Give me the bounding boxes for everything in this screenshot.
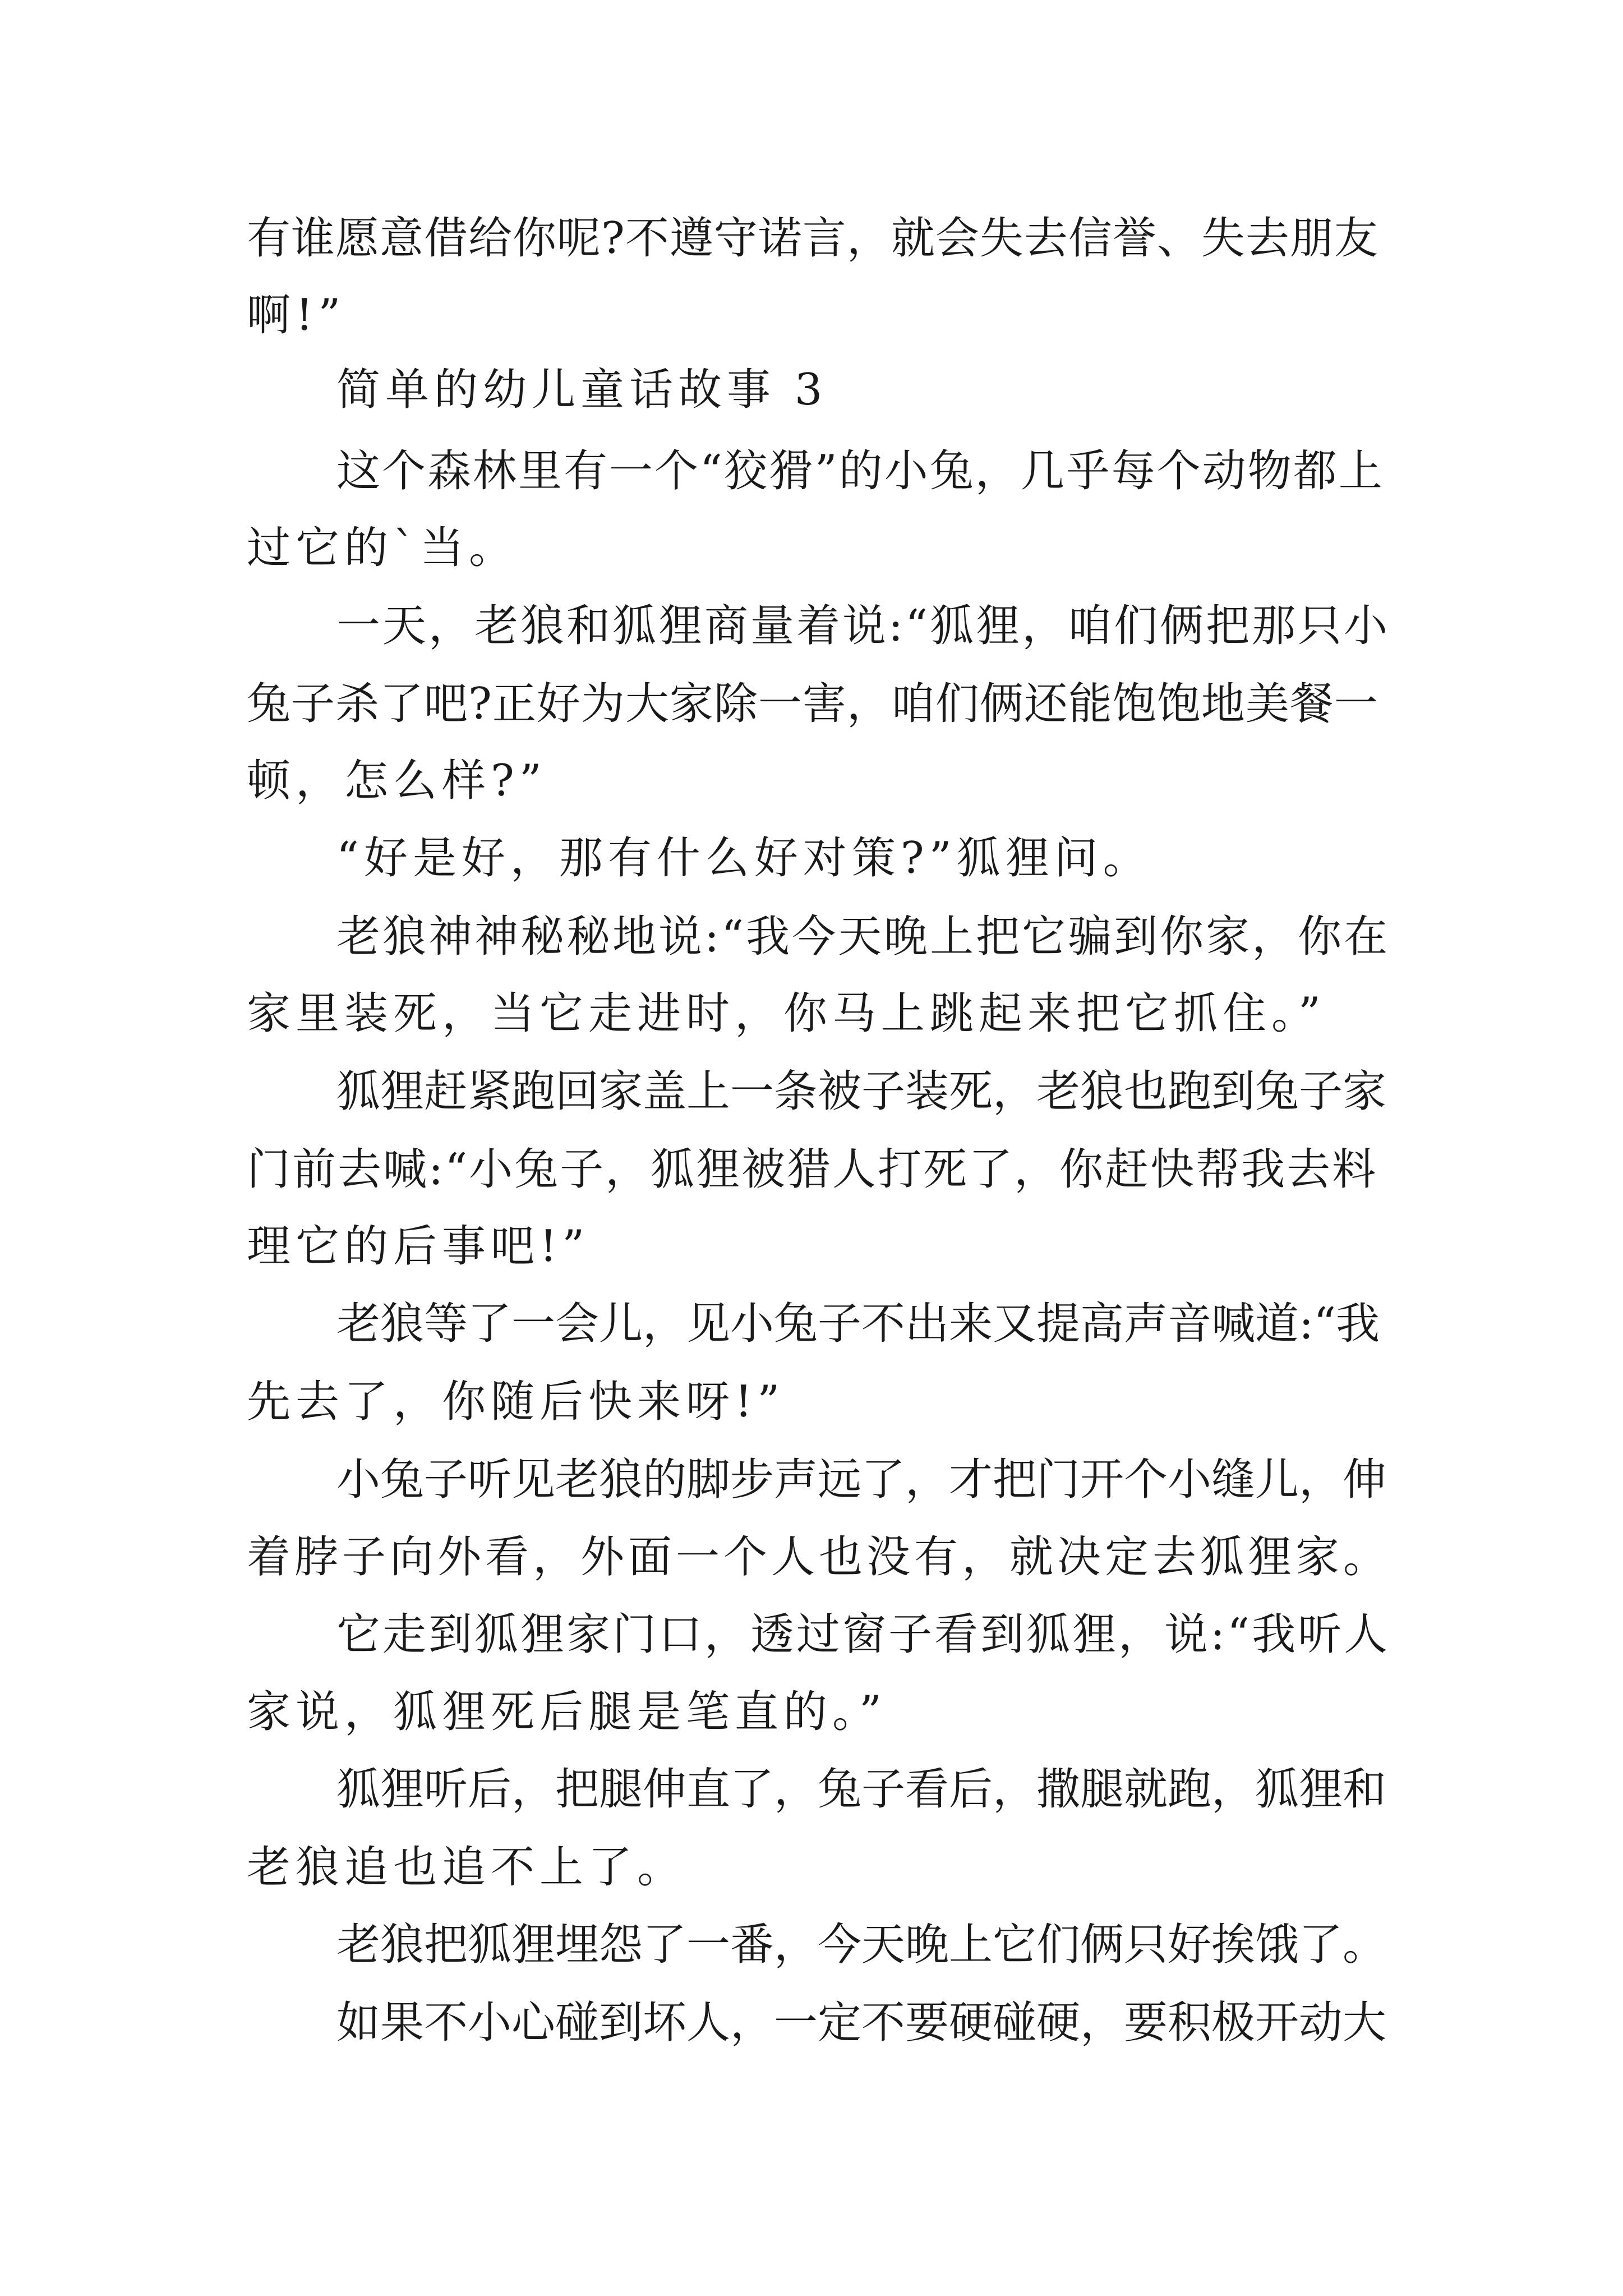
text-line: 理它的后事吧!” — [247, 1221, 590, 1272]
text-line: 着脖子向外看，外面一个人也没有，就决定去狐狸家。 — [247, 1532, 1391, 1582]
text-line: 有谁愿意借给你呢?不遵守诺言，就会失去信誉、失去朋友 — [247, 213, 1378, 264]
paragraph-start: “好是好，那有什么好对策?”狐狸问。 — [336, 833, 1152, 884]
paragraph-start: 它走到狐狸家门口，透过窗子看到狐狸，说:“我听人 — [336, 1609, 1390, 1660]
text-line: 先去了，你随后快来呀!” — [247, 1377, 785, 1427]
text-line: 顿，怎么样?” — [247, 756, 547, 806]
paragraph-start: 老狼把狐狸埋怨了一番，今天晚上它们俩只好挨饿了。 — [336, 1920, 1387, 1970]
paragraph-start: 老狼等了一会儿，见小兔子不出来又提高声音喊道:“我 — [336, 1299, 1380, 1349]
paragraph-start: 这个森林里有一个“狡猾”的小兔，几乎每个动物都上 — [336, 446, 1384, 496]
text-line: 家里装死，当它走进时，你马上跳起来把它抓住。” — [247, 988, 1326, 1039]
section-heading: 简单的幼儿童话故事 3 — [336, 365, 828, 415]
paragraph-start: 如果不小心碰到坏人，一定不要硬碰硬，要积极开动大 — [336, 1998, 1387, 2048]
text-line: 老狼追也追不上了。 — [247, 1842, 686, 1893]
paragraph-start: 一天，老狼和狐狸商量着说:“狐狸，咱们俩把那只小 — [336, 601, 1390, 651]
paragraph-start: 狐狸听后，把腿伸直了，兔子看后，撒腿就跑，狐狸和 — [336, 1764, 1387, 1815]
text-line: 啊!” — [247, 290, 346, 341]
paragraph-start: 小兔子听见老狼的脚步声远了，才把门开个小缝儿，伸 — [336, 1455, 1387, 1505]
paragraph-start: 老狼神神秘秘地说:“我今天晚上把它骗到你家，你在 — [336, 912, 1390, 962]
text-line: 兔子杀了吧?正好为大家除一害，咱们俩还能饱饱地美餐一 — [247, 679, 1378, 729]
text-line: 门前去喊:“小兔子，狐狸被猎人打死了，你赶快帮我去料 — [247, 1144, 1378, 1195]
text-line: 过它的`当。 — [247, 523, 518, 573]
paragraph-start: 狐狸赶紧跑回家盖上一条被子装死，老狼也跑到兔子家 — [336, 1066, 1387, 1117]
text-line: 家说，狐狸死后腿是笔直的。” — [247, 1687, 887, 1737]
